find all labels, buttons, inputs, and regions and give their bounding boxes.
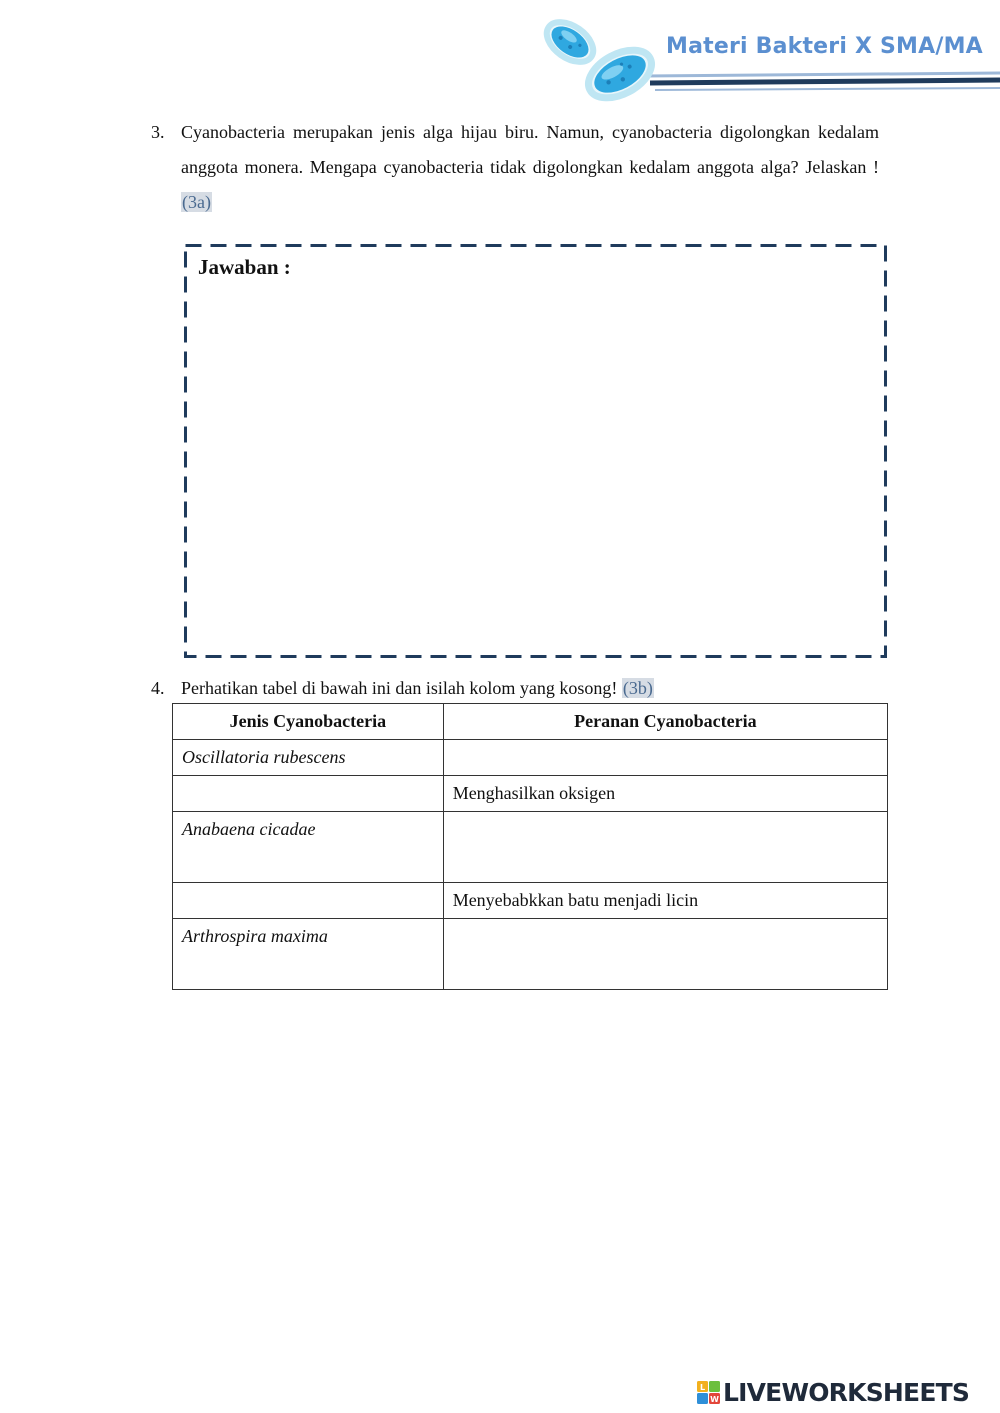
logo-icon-letter-w: W [710,1395,719,1404]
logo-icon-letter-l: L [699,1383,706,1392]
table-cell-role-input[interactable] [443,812,887,883]
table-cell-role: Menyebabkkan batu menjadi licin [443,883,887,919]
table-row [173,776,888,812]
answer-box-dashed-border [184,244,887,658]
question-3-text-block [181,115,879,220]
table-row [173,740,888,776]
liveworksheets-logo-text: LIVEWORKSHEETS [723,1378,970,1407]
answer-box[interactable] [184,244,887,658]
question-3-tag: (3a) [182,192,211,212]
table-cell-species: Arthrospira maxima [173,919,444,990]
table-row [173,883,888,919]
question-4-number: 4. [151,678,165,698]
table-cell-species: Oscillatoria rubescens [173,740,444,776]
table-header-row [173,704,888,740]
cyanobacteria-table [172,703,888,990]
table-cell-role: Menghasilkan oksigen [443,776,887,812]
table-cell-role-input[interactable] [443,740,887,776]
table-cell-species-input[interactable] [173,883,444,919]
question-3-text: Cyanobacteria merupakan jenis alga hijau biru. Namun, cyanobacteria digolongkan kedalam anggota monera. Mengapa cyanobacteria tidak digolongkan kedalam anggota alga? Jelaskan ! [181,122,879,177]
bacteria-illustration-icon [540,10,660,110]
question-3 [151,115,879,225]
table-row [173,812,888,883]
table-row [173,919,888,990]
table-cell-species: Anabaena cicadae [173,812,444,883]
table-cell-role-input[interactable] [443,919,887,990]
liveworksheets-logo-icon [697,1381,721,1405]
question-3-number: 3. [151,122,165,142]
header-title: Materi Bakteri X SMA/MA [666,34,983,59]
table-header-role: Peranan Cyanobacteria [443,704,887,740]
table-header-species: Jenis Cyanobacteria [173,704,444,740]
question-4-tag: (3b) [622,678,653,698]
question-4 [151,671,879,706]
answer-label: Jawaban : [198,255,291,279]
page-header [0,0,1000,110]
question-4-text-block [181,671,879,706]
table-cell-species-input[interactable] [173,776,444,812]
question-4-text: Perhatikan tabel di bawah ini dan isilah kolom yang kosong! [181,678,618,698]
